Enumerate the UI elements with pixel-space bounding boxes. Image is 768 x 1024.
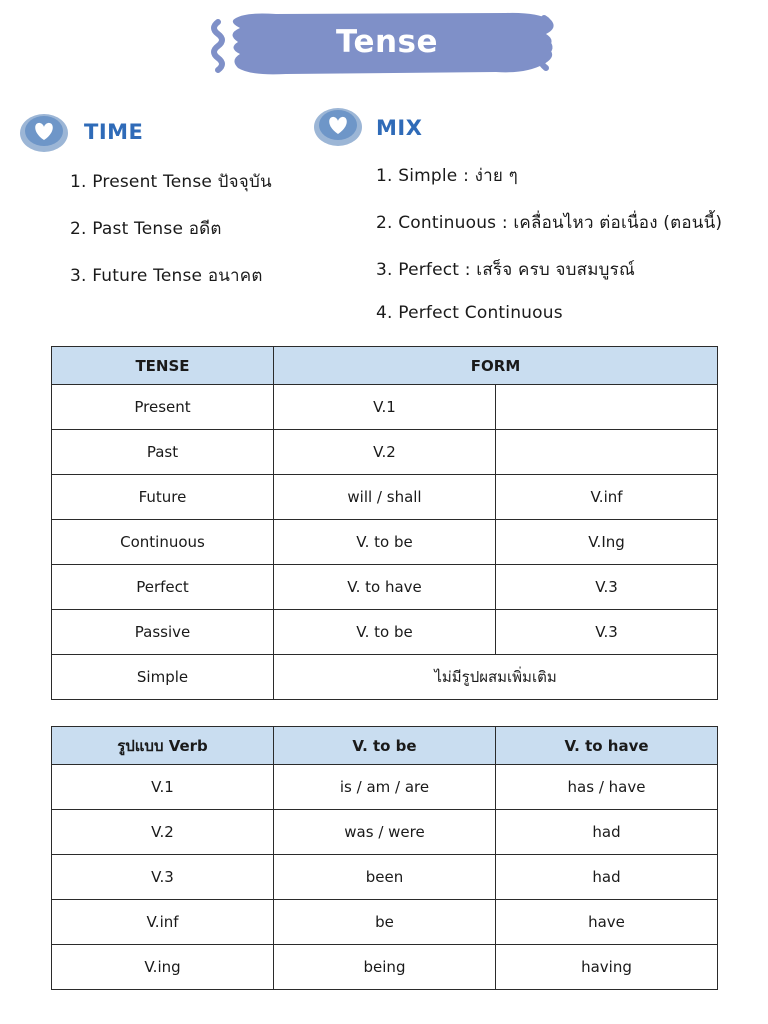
table-row [52,900,718,945]
verb-forms-table [51,726,718,990]
table-row [52,385,718,430]
table-header-row [52,727,718,765]
tense-cell: Past [52,430,274,475]
tense-cell: Simple [52,655,274,700]
table-cell: been [274,855,496,900]
header-v-to-be: V. to be [274,727,496,765]
table-cell: is / am / are [274,765,496,810]
mix-item: 3. Perfect : เสร็จ ครบ จบสมบูรณ์ [376,260,635,280]
table-row [52,945,718,990]
table-header-row [52,347,718,385]
table-cell: was / were [274,810,496,855]
tense-cell: Passive [52,610,274,655]
header-verb-form: รูปแบบ Verb [52,727,274,765]
form-cell: V. to be [274,610,496,655]
table-cell: had [496,855,718,900]
table-row [52,610,718,655]
tense-cell: Future [52,475,274,520]
table-row [52,430,718,475]
time-item: 1. Present Tense ปัจจุบัน [70,172,272,192]
tense-cell: Perfect [52,565,274,610]
form-cell: V.3 [496,610,718,655]
time-heading: TIME [84,120,144,144]
form-cell: will / shall [274,475,496,520]
table-cell: have [496,900,718,945]
tense-cell: Continuous [52,520,274,565]
heart-icon [312,104,364,148]
table-row [52,565,718,610]
time-item: 2. Past Tense อดีต [70,219,222,239]
table-row [52,655,718,700]
table-row [52,475,718,520]
form-cell: V.3 [496,565,718,610]
form-cell: V.1 [274,385,496,430]
mix-item: 4. Perfect Continuous [376,303,563,323]
form-cell: V. to be [274,520,496,565]
header-tense: TENSE [52,347,274,385]
table-cell: V.3 [52,855,274,900]
header-v-to-have: V. to have [496,727,718,765]
header-form: FORM [274,347,718,385]
tense-cell: Present [52,385,274,430]
form-cell: V.Ing [496,520,718,565]
mix-item: 1. Simple : ง่าย ๆ [376,166,518,186]
page-title: Tense [335,24,439,60]
table-row [52,810,718,855]
form-cell [496,430,718,475]
table-cell: V.ing [52,945,274,990]
table-cell: has / have [496,765,718,810]
form-cell: V.inf [496,475,718,520]
table-row [52,765,718,810]
form-cell [496,385,718,430]
table-cell: having [496,945,718,990]
table-cell: V.inf [52,900,274,945]
mix-heading: MIX [376,116,423,140]
table-cell: V.1 [52,765,274,810]
form-cell-merged: ไม่มีรูปผสมเพิ่มเติม [274,655,718,700]
table-row [52,520,718,565]
table-cell: being [274,945,496,990]
table-row [52,855,718,900]
form-cell: V.2 [274,430,496,475]
form-cell: V. to have [274,565,496,610]
table-cell: be [274,900,496,945]
tense-form-table [51,346,718,700]
heart-icon [18,110,70,154]
table-cell: had [496,810,718,855]
table-cell: V.2 [52,810,274,855]
time-item: 3. Future Tense อนาคต [70,266,263,286]
title-banner [206,8,568,82]
mix-item: 2. Continuous : เคลื่อนไหว ต่อเนื่อง (ตอนนี้) [376,213,723,233]
